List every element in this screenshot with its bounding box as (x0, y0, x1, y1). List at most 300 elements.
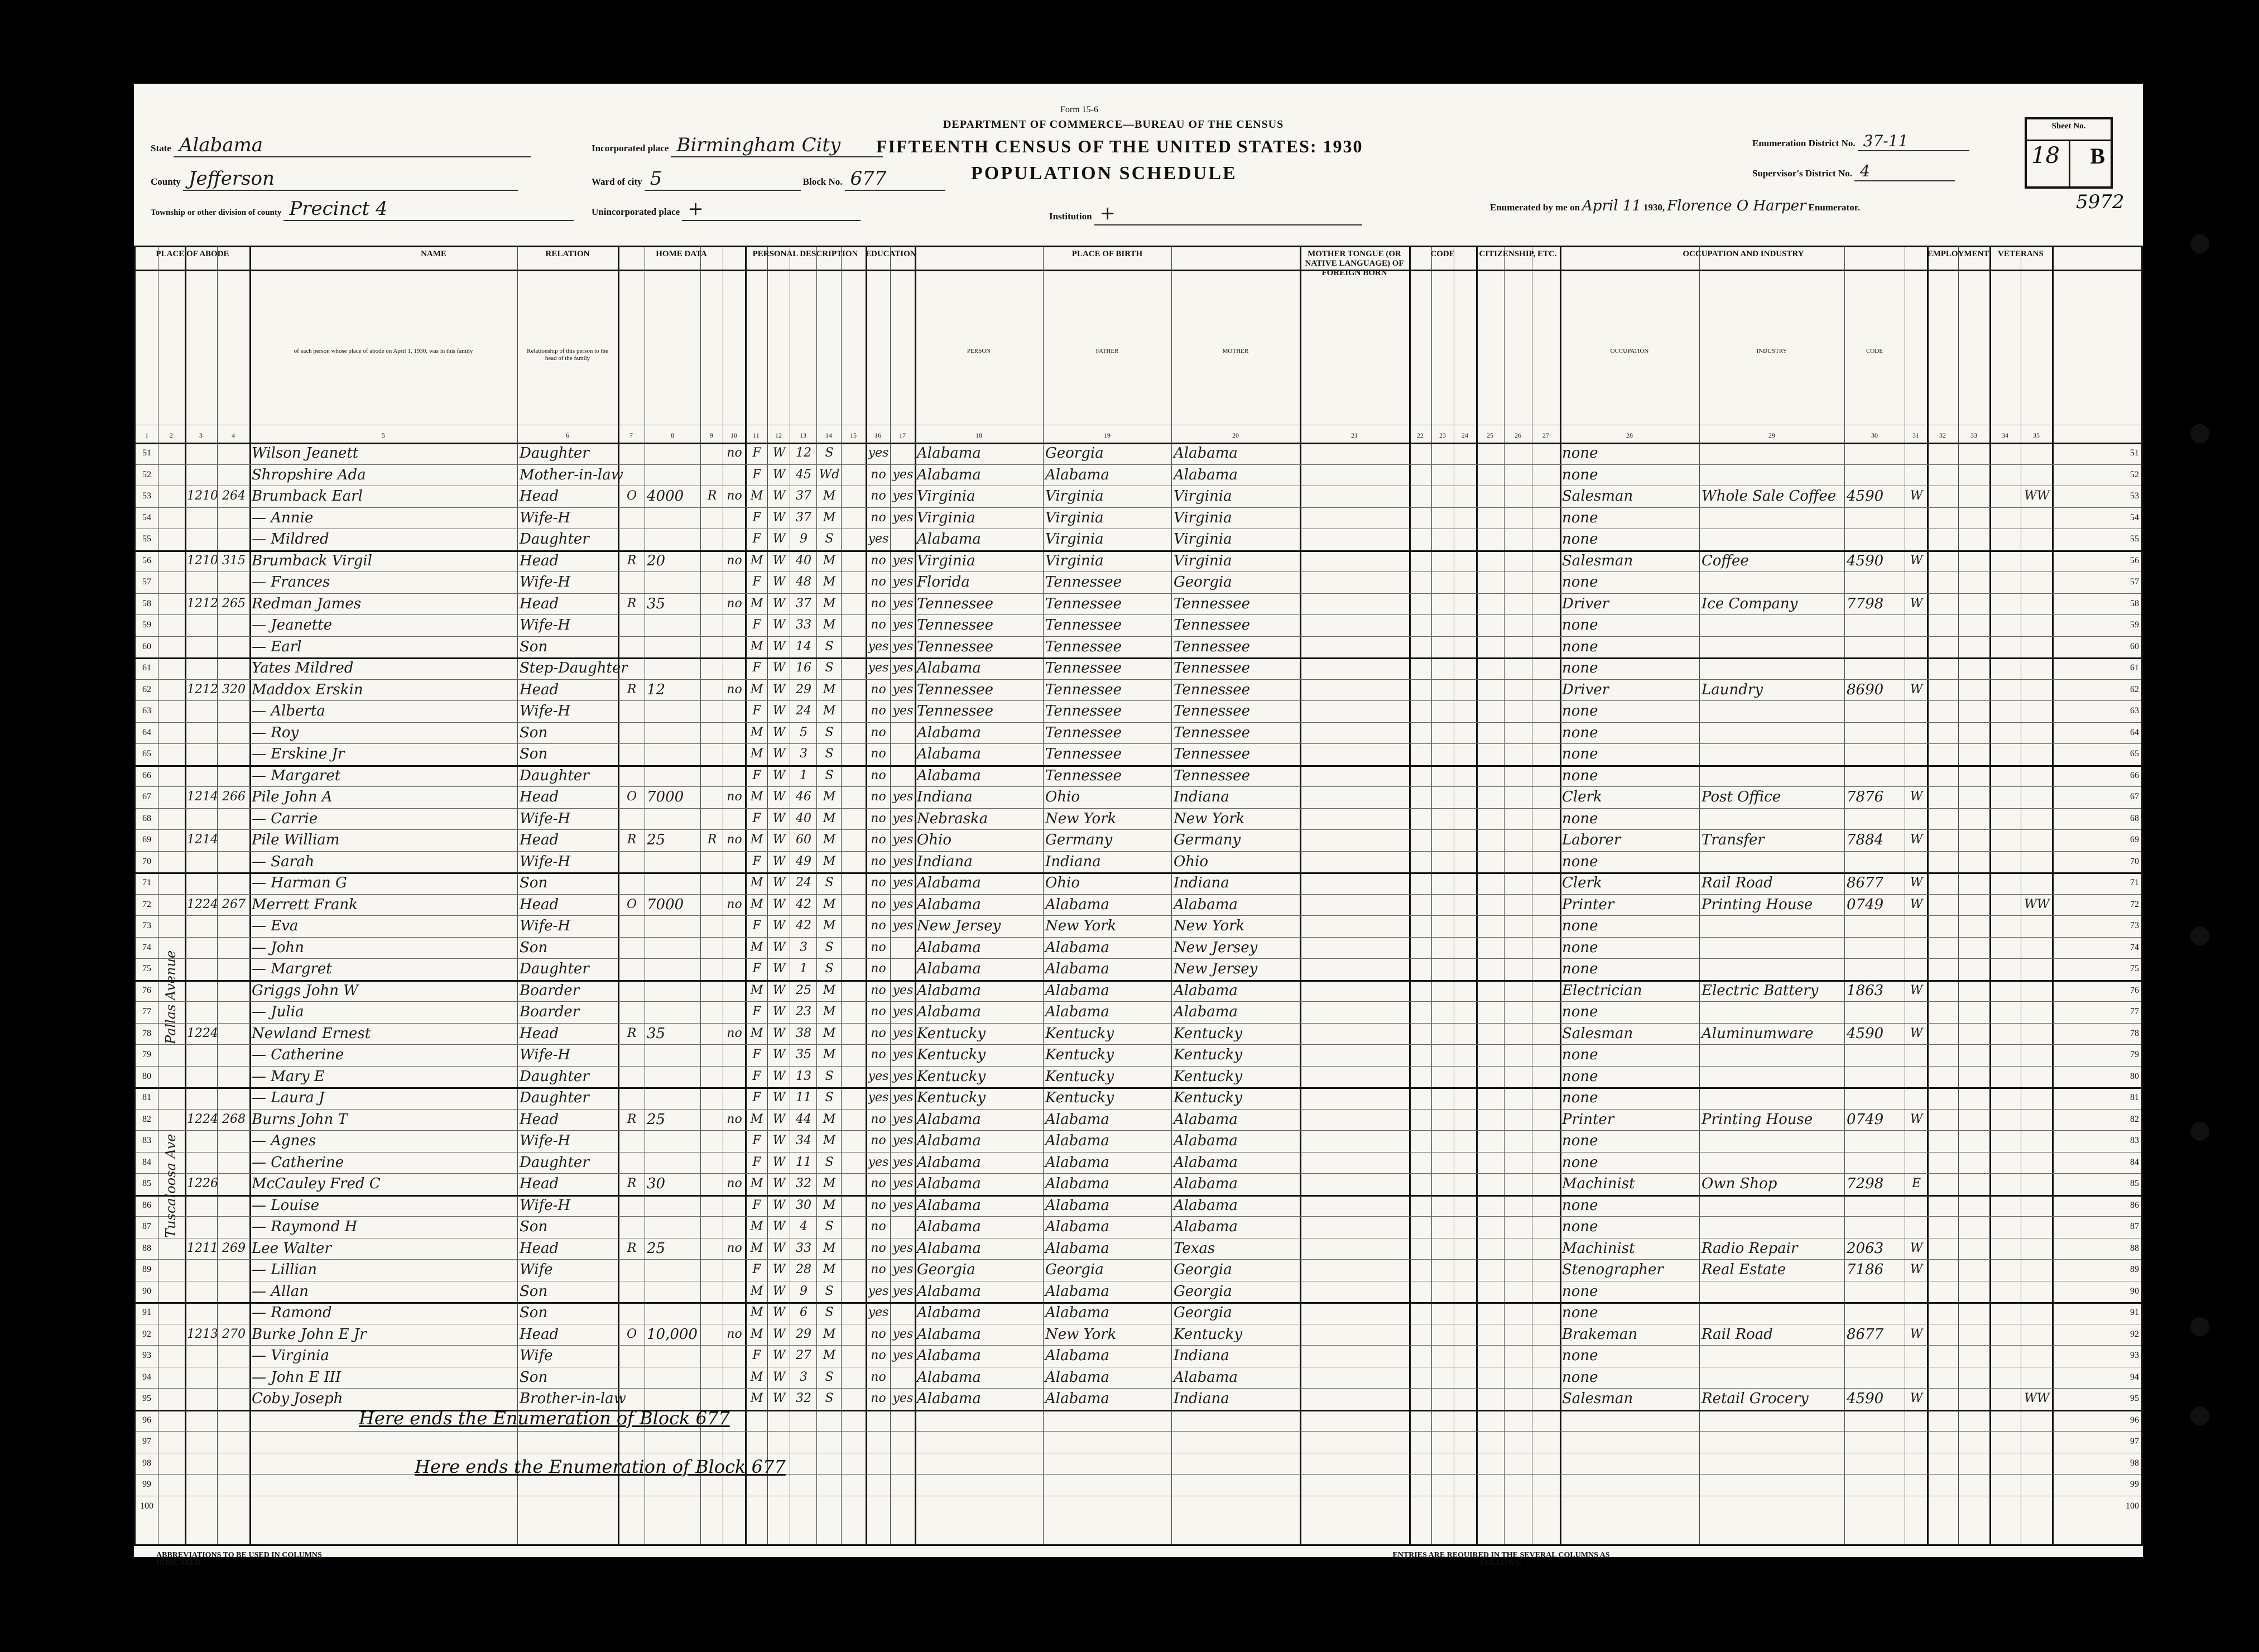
cell-read: yes (892, 704, 914, 718)
cell-race: W (772, 962, 786, 976)
cell-marital: M (823, 682, 836, 697)
cell-occupation: none (1562, 961, 1598, 977)
cell-mother-birth: New Jersey (1174, 939, 1258, 956)
line-number: 89 (142, 1265, 151, 1274)
cell-name: — Alberta (252, 703, 325, 719)
cell-sex: F (752, 962, 761, 976)
cell-occupation: Driver (1562, 681, 1609, 698)
column-number: 24 (1462, 431, 1468, 439)
cell-occupation: Stenographer (1562, 1261, 1664, 1278)
column-divider (816, 247, 817, 1544)
cell-mother-birth: Indiana (1174, 789, 1229, 805)
cell-dwelling: 1226 (187, 1176, 218, 1190)
cell-code: 0749 (1847, 1111, 1884, 1128)
cell-mother-birth: Alabama (1174, 1368, 1238, 1386)
county-label: County (151, 176, 181, 187)
cell-age: 6 (800, 1305, 808, 1319)
cell-father-birth: Alabama (1045, 1197, 1109, 1214)
street-name: Pallas Avenue (163, 950, 179, 1044)
line-number-right: 76 (2130, 985, 2139, 995)
cell-mother-birth: Ohio (1174, 853, 1209, 870)
cell-name: — Laura J (252, 1089, 325, 1106)
cell-relation: Head (520, 832, 559, 848)
cell-name: — Catherine (252, 1154, 344, 1171)
cell-name: — Carrie (252, 810, 318, 827)
line-number-right: 99 (2130, 1480, 2139, 1489)
cell-race: W (772, 704, 786, 718)
cell-occupation: none (1562, 660, 1598, 676)
cell-occupation: none (1562, 853, 1598, 870)
cell-relation: Head (520, 1326, 559, 1343)
line-number-right: 72 (2130, 899, 2139, 909)
cell-occupation: none (1562, 1089, 1598, 1106)
cell-school: yes (868, 639, 889, 654)
cell-mother-birth: Virginia (1174, 488, 1232, 505)
cell-mother-birth: Alabama (1174, 1175, 1238, 1192)
cell-dwelling: 1224 (187, 1026, 218, 1040)
cell-relation: Son (520, 1304, 548, 1321)
cell-mother-birth: New York (1174, 810, 1245, 827)
cell-code: 4590 (1847, 488, 1884, 505)
cell-race: W (772, 725, 786, 739)
cell-relation: Head (520, 681, 559, 698)
cell-race: W (772, 940, 786, 954)
cell-value: 7000 (647, 896, 684, 913)
cell-relation: Daughter (520, 1089, 589, 1106)
cell-mother-birth: Tennessee (1174, 703, 1251, 719)
state-value: Alabama (174, 134, 531, 157)
form-number: Form 15-6 (1060, 105, 1098, 114)
cell-father-birth: Tennessee (1045, 746, 1122, 762)
cell-sex: M (750, 725, 763, 739)
cell-read: yes (892, 1112, 914, 1126)
cell-age: 24 (796, 704, 811, 718)
cell-father-birth: Alabama (1045, 1347, 1109, 1364)
binder-hole (2190, 1122, 2209, 1141)
cell-mother-birth: Tennessee (1174, 767, 1251, 784)
binder-hole (2190, 1406, 2209, 1425)
group-heading: PLACE OF ABODE (156, 249, 229, 258)
line-number-right: 70 (2130, 856, 2139, 866)
cell-age: 33 (796, 1241, 811, 1255)
sheet-label: Sheet No. (2051, 122, 2086, 131)
cell-relation: Wife-H (520, 1197, 571, 1214)
line-number-right: 68 (2130, 813, 2139, 823)
cell-farm: no (727, 596, 742, 611)
cell-tenure: R (627, 1176, 637, 1190)
unincorporated-value: + (682, 198, 861, 221)
cell-age: 9 (800, 532, 808, 546)
cell-birth: Alabama (917, 1390, 981, 1407)
cell-occupation: none (1562, 1154, 1598, 1171)
cell-name: — Harman G (252, 875, 347, 891)
column-divider (1844, 247, 1845, 1544)
cell-relation: Mother-in-law (520, 466, 623, 483)
cell-marital: S (825, 747, 834, 761)
cell-school: no (871, 467, 886, 482)
cell-race: W (772, 1241, 786, 1255)
cell-father-birth: Georgia (1045, 1261, 1104, 1278)
cell-school: no (871, 962, 886, 976)
enumerated-label: Enumerated by me on (1490, 202, 1580, 213)
cell-race: W (772, 1348, 786, 1362)
cell-age: 29 (796, 1327, 811, 1341)
cell-birth: Alabama (917, 1347, 981, 1364)
column-heading-occupation: OCCUPATION (1610, 348, 1649, 354)
cell-marital: S (825, 1284, 834, 1298)
cell-farm: no (727, 833, 742, 847)
cell-occupation: none (1562, 617, 1598, 633)
cell-age: 40 (796, 553, 811, 568)
cell-birth: Indiana (917, 789, 973, 805)
cell-relation: Wife-H (520, 574, 571, 590)
enumerated-year: 1930, (1643, 202, 1665, 213)
line-number: 55 (142, 534, 151, 544)
cell-occupation: Salesman (1562, 1025, 1633, 1042)
end-note: Here ends the Enumeration of Block 677 (359, 1407, 730, 1429)
cell-birth: Tennessee (917, 617, 994, 633)
cell-marital: S (825, 1305, 834, 1319)
cell-school: no (871, 790, 886, 804)
cell-mother-birth: Kentucky (1174, 1089, 1243, 1106)
cell-birth: Alabama (917, 1368, 981, 1386)
cell-sex: M (750, 897, 763, 911)
sheet-side: B (2090, 143, 2105, 169)
column-divider (890, 247, 891, 1544)
row-divider (136, 1431, 2141, 1432)
cell-age: 60 (796, 833, 811, 847)
cell-birth: Alabama (917, 767, 981, 784)
cell-school: no (871, 1026, 886, 1040)
sheet-number: 18 (2031, 143, 2060, 169)
cell-read: yes (892, 811, 914, 825)
cell-race: W (772, 1219, 786, 1233)
cell-worker: W (1910, 1112, 1923, 1126)
cell-relation: Head (520, 1025, 559, 1042)
cell-mother-birth: Germany (1174, 832, 1241, 848)
cell-family: 267 (222, 897, 246, 911)
cell-read: yes (892, 489, 914, 503)
cell-age: 34 (796, 1134, 811, 1147)
cell-marital: M (823, 833, 836, 847)
cell-name: — Roy (252, 724, 299, 741)
cell-father-birth: Kentucky (1045, 1046, 1114, 1063)
cell-school: no (871, 1005, 886, 1019)
line-number: 91 (142, 1308, 151, 1317)
cell-birth: Alabama (917, 1283, 981, 1300)
cell-mother-birth: Alabama (1174, 1111, 1238, 1128)
cell-age: 29 (796, 682, 811, 697)
cell-school: no (871, 1262, 886, 1276)
column-divider (1431, 247, 1432, 1544)
cell-sex: F (752, 811, 761, 825)
cell-worker: W (1910, 489, 1923, 503)
cell-farm: no (727, 790, 742, 804)
cell-father-birth: Alabama (1045, 961, 1109, 977)
cell-occupation: Printer (1562, 1111, 1614, 1128)
cell-sex: F (752, 1005, 761, 1019)
cell-sex: M (750, 489, 763, 503)
cell-school: yes (868, 446, 889, 460)
line-number-right: 77 (2130, 1007, 2139, 1016)
cell-industry: Printing House (1702, 896, 1813, 913)
cell-school: yes (868, 1069, 889, 1083)
line-number: 69 (142, 835, 151, 844)
cell-birth: Alabama (917, 1240, 981, 1257)
line-number: 57 (142, 577, 151, 587)
cell-code: 7876 (1847, 789, 1884, 805)
column-number: 13 (800, 431, 806, 439)
cell-read: yes (892, 1262, 914, 1276)
group-heading: CITIZENSHIP, ETC. (1479, 249, 1557, 258)
cell-age: 1 (800, 768, 808, 782)
cell-father-birth: Alabama (1045, 939, 1109, 956)
cell-father-birth: Alabama (1045, 1003, 1109, 1020)
cell-mother-birth: Kentucky (1174, 1068, 1243, 1085)
cell-sex: F (752, 704, 761, 718)
cell-read: yes (892, 1284, 914, 1298)
cell-relation: Head (520, 488, 559, 505)
cell-marital: M (823, 1262, 836, 1276)
cell-father-birth: Virginia (1045, 509, 1104, 526)
cell-tenure: R (627, 1241, 637, 1255)
cell-sex: M (750, 1026, 763, 1040)
cell-race: W (772, 1069, 786, 1083)
cell-sex: M (750, 833, 763, 847)
cell-father-birth: Alabama (1045, 1240, 1109, 1257)
line-number: 97 (142, 1437, 151, 1446)
cell-marital: S (825, 1219, 834, 1233)
binder-hole (2190, 1317, 2209, 1336)
department-line: DEPARTMENT OF COMMERCE—BUREAU OF THE CENSUS (943, 118, 1284, 131)
cell-name: McCauley Fred C (252, 1175, 381, 1192)
cell-age: 25 (796, 983, 811, 997)
cell-father-birth: Indiana (1045, 853, 1101, 870)
cell-tenure: O (626, 1327, 637, 1341)
column-divider (1171, 247, 1172, 1544)
line-number-right: 58 (2130, 598, 2139, 608)
cell-birth: Alabama (917, 1111, 981, 1128)
cell-race: W (772, 510, 786, 525)
cell-code: 2063 (1847, 1240, 1884, 1257)
cell-race: W (772, 1391, 786, 1405)
township-value: Precinct 4 (283, 198, 574, 221)
cell-relation: Wife (520, 1261, 553, 1278)
cell-school: no (871, 747, 886, 761)
cell-value: 7000 (647, 789, 684, 805)
line-number: 79 (142, 1050, 151, 1059)
cell-name: — Agnes (252, 1132, 316, 1149)
street-name: Tuscaloosa Ave (163, 1134, 179, 1238)
cell-school: no (871, 618, 886, 632)
column-divider (517, 247, 518, 1544)
cell-mother-birth: Alabama (1174, 466, 1238, 483)
column-number: 25 (1487, 431, 1493, 439)
ward-field (592, 167, 945, 191)
cell-code: 7884 (1847, 832, 1884, 848)
column-number: 3 (199, 431, 203, 439)
cell-birth: Tennessee (917, 703, 994, 719)
cell-industry: Printing House (1702, 1111, 1813, 1128)
cell-sex: F (752, 1091, 761, 1104)
column-number: 5 (382, 431, 385, 439)
line-number-right: 97 (2130, 1437, 2139, 1446)
column-number: 21 (1351, 431, 1358, 439)
cell-relation: Step-Daughter (520, 660, 628, 676)
cell-mother-birth: New Jersey (1174, 961, 1258, 977)
cell-industry: Real Estate (1702, 1261, 1786, 1278)
cell-sex: F (752, 1348, 761, 1362)
cell-age: 14 (796, 639, 811, 654)
binder-hole (2190, 234, 2209, 253)
cell-occupation: none (1562, 767, 1598, 784)
column-number: 28 (1626, 431, 1633, 439)
cell-sex: F (752, 1048, 761, 1062)
cell-race: W (772, 1370, 786, 1384)
cell-worker: W (1910, 833, 1923, 847)
cell-birth: Alabama (917, 1132, 981, 1149)
line-number-right: 67 (2130, 792, 2139, 801)
line-number-right: 54 (2130, 512, 2139, 522)
cell-code: 4590 (1847, 552, 1884, 569)
line-number-right: 78 (2130, 1028, 2139, 1038)
cell-marital: M (823, 1005, 836, 1019)
cell-sex: M (750, 1176, 763, 1190)
cell-marital: S (825, 1155, 834, 1169)
binder-hole (2190, 424, 2209, 443)
line-number: 58 (142, 598, 151, 608)
line-number: 60 (142, 641, 151, 651)
cell-school: yes (868, 1155, 889, 1169)
line-number: 81 (142, 1093, 151, 1102)
binder-hole (2190, 926, 2209, 945)
cell-mother-birth: Georgia (1174, 574, 1232, 590)
line-number: 73 (142, 921, 151, 930)
enumerated-field (1490, 198, 1860, 214)
cell-occupation: Salesman (1562, 552, 1633, 569)
cell-school: no (871, 1327, 886, 1341)
cell-occupation: none (1562, 810, 1598, 827)
column-number: 31 (1912, 431, 1919, 439)
column-number: 26 (1515, 431, 1521, 439)
cell-mother-birth: Virginia (1174, 552, 1232, 569)
cell-relation: Wife-H (520, 853, 571, 870)
cell-name: — Frances (252, 574, 330, 590)
cell-father-birth: Alabama (1045, 1283, 1109, 1300)
column-divider (1958, 247, 1959, 1544)
column-heading-industry: INDUSTRY (1756, 348, 1787, 354)
cell-age: 11 (796, 1155, 811, 1169)
cell-worker: W (1910, 1026, 1923, 1040)
cell-father-birth: Kentucky (1045, 1068, 1114, 1085)
cell-marital: M (823, 489, 836, 503)
cell-age: 33 (796, 618, 811, 632)
cell-worker: W (1910, 1391, 1923, 1405)
cell-sex: M (750, 553, 763, 568)
cell-marital: S (825, 1069, 834, 1083)
cell-mother-birth: Tennessee (1174, 660, 1251, 676)
cell-birth: Alabama (917, 445, 981, 462)
cell-industry: Transfer (1702, 832, 1765, 848)
cell-value: 30 (647, 1175, 666, 1192)
cell-farm: no (727, 897, 742, 911)
cell-sex: F (752, 446, 761, 460)
cell-marital: M (823, 1112, 836, 1126)
cell-mother-birth: Virginia (1174, 509, 1232, 526)
cell-code: 0749 (1847, 896, 1884, 913)
cell-sex: M (750, 1241, 763, 1255)
column-divider (249, 247, 251, 1544)
enumerator-suffix: Enumerator. (1808, 202, 1860, 213)
cell-family: 266 (222, 790, 246, 804)
cell-tenure: R (627, 1026, 637, 1040)
cell-industry: Post Office (1702, 789, 1781, 805)
cell-marital: M (823, 1026, 836, 1040)
column-number: 20 (1232, 431, 1239, 439)
entries-title: ENTRIES ARE REQUIRED IN THE SEVERAL COLUMNS AS FOLLOWS: (1392, 1551, 1610, 1567)
cell-name: — Margret (252, 961, 332, 977)
cell-age: 48 (796, 575, 811, 589)
cell-mother-birth: Kentucky (1174, 1046, 1243, 1063)
line-number: 87 (142, 1222, 151, 1231)
cell-occupation: Machinist (1562, 1175, 1635, 1192)
group-heading: HOME DATA (656, 249, 707, 258)
institution-value: + (1094, 202, 1362, 225)
cell-birth: Alabama (917, 1154, 981, 1171)
enum-district-value: 37-11 (1858, 132, 1969, 151)
cell-father-birth: Tennessee (1045, 638, 1122, 655)
cell-mother-birth: Alabama (1174, 1132, 1238, 1149)
cell-father-birth: Alabama (1045, 1154, 1109, 1171)
cell-occupation: Salesman (1562, 1390, 1633, 1407)
cell-read: yes (892, 553, 914, 568)
column-number: 11 (753, 431, 760, 439)
cell-race: W (772, 1305, 786, 1319)
cell-father-birth: Kentucky (1045, 1089, 1114, 1106)
cell-family: 268 (222, 1112, 246, 1126)
cell-mother-birth: Tennessee (1174, 724, 1251, 741)
cell-occupation: none (1562, 1218, 1598, 1235)
cell-school: yes (868, 532, 889, 546)
cell-name: — Raymond H (252, 1218, 358, 1235)
cell-sex: M (750, 1284, 763, 1298)
cell-mother-birth: Alabama (1174, 1154, 1238, 1171)
line-number-right: 96 (2130, 1415, 2139, 1425)
cell-relation: Wife-H (520, 1046, 571, 1063)
cell-age: 37 (796, 596, 811, 611)
cell-marital: M (823, 1176, 836, 1190)
cell-sex: F (752, 467, 761, 482)
cell-farm: no (727, 489, 742, 503)
cell-industry: Radio Repair (1702, 1240, 1798, 1257)
cell-sex: M (750, 1391, 763, 1405)
cell-race: W (772, 1198, 786, 1212)
cell-age: 12 (796, 446, 811, 460)
cell-birth: Alabama (917, 1326, 981, 1343)
cell-school: no (871, 682, 886, 697)
cell-name: Redman James (252, 595, 362, 612)
header-divider (136, 270, 2141, 271)
cell-relation: Wife-H (520, 703, 571, 719)
cell-age: 44 (796, 1112, 811, 1126)
group-heading: VETERANS (1998, 249, 2044, 258)
cell-race: W (772, 1112, 786, 1126)
cell-code: 4590 (1847, 1025, 1884, 1042)
cell-birth: Alabama (917, 1304, 981, 1321)
line-number: 82 (142, 1114, 151, 1124)
cell-name: Lee Walter (252, 1240, 331, 1257)
cell-code: 8690 (1847, 681, 1884, 698)
